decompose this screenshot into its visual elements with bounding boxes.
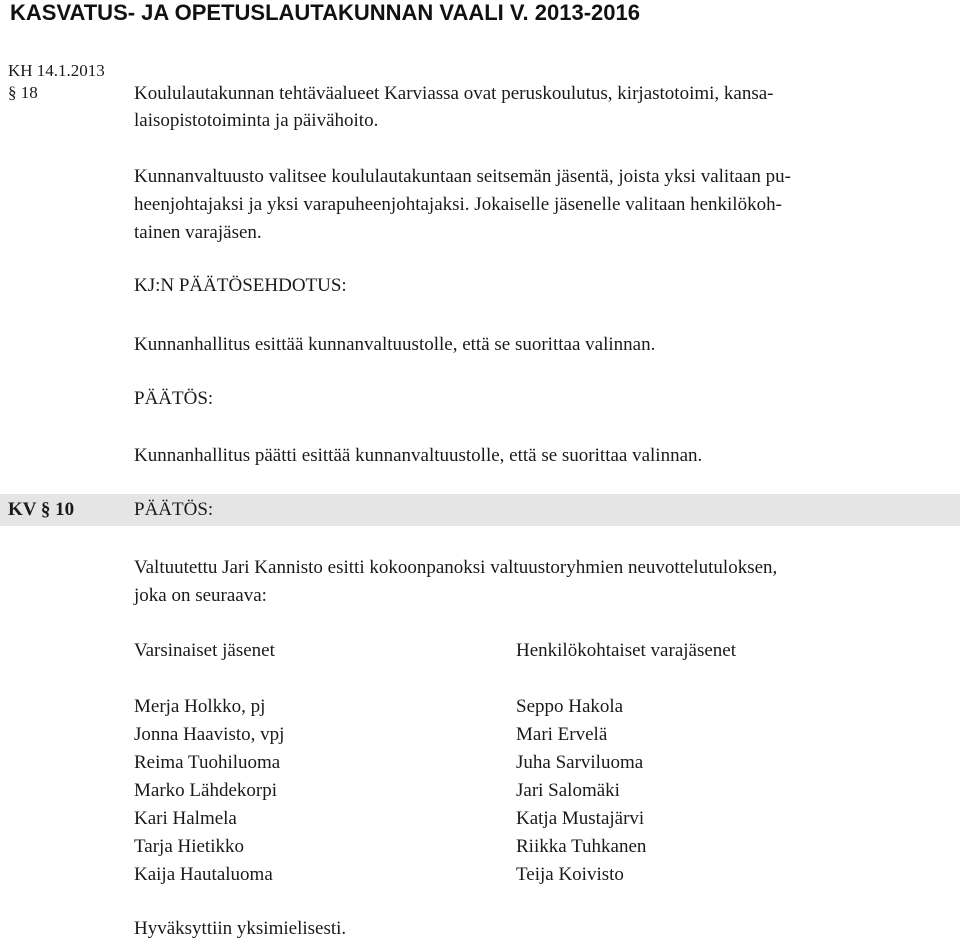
section-number: § 18 bbox=[8, 83, 38, 102]
member-regular: Reima Tuohiluoma bbox=[134, 752, 281, 773]
column-header-regular: Varsinaiset jäsenet bbox=[134, 640, 275, 661]
intro-line-2: laisopistotoiminta ja päivähoito. bbox=[134, 110, 379, 131]
approval-statement: Hyväksyttiin yksimielisesti. bbox=[134, 918, 347, 939]
column-header-deputy: Henkilökohtaiset varajäsenet bbox=[516, 640, 737, 661]
decision-text: Kunnanhallitus päätti esittää kunnanvaltuustolle, että se suorittaa valinnan. bbox=[134, 445, 703, 466]
member-deputy: Teija Koivisto bbox=[516, 864, 624, 885]
page-title: KASVATUS- JA OPETUSLAUTAKUNNAN VAALI V. 2013-2016 bbox=[10, 0, 640, 25]
decision-heading: PÄÄTÖS: bbox=[134, 388, 214, 409]
proposal-heading: KJ:N PÄÄTÖSEHDOTUS: bbox=[134, 275, 347, 296]
kv-decision-heading: PÄÄTÖS: bbox=[134, 499, 214, 520]
meeting-date: KH 14.1.2013 bbox=[8, 61, 105, 80]
kv-text-line-2: joka on seuraava: bbox=[134, 585, 267, 606]
member-regular: Marko Lähdekorpi bbox=[134, 780, 277, 801]
member-deputy: Seppo Hakola bbox=[516, 696, 624, 717]
proposal-text: Kunnanhallitus esittää kunnanvaltuustolle, että se suorittaa valinnan. bbox=[134, 334, 656, 355]
member-regular: Kaija Hautaluoma bbox=[134, 864, 273, 885]
member-deputy: Katja Mustajärvi bbox=[516, 808, 645, 829]
intro-line-1: Koululautakunnan tehtäväalueet Karviassa ovat peruskoulutus, kirjastotoimi, kansa- bbox=[134, 83, 774, 104]
member-regular: Merja Holkko, pj bbox=[134, 696, 266, 717]
member-regular: Jonna Haavisto, vpj bbox=[134, 724, 285, 745]
member-regular: Tarja Hietikko bbox=[134, 836, 244, 857]
member-deputy: Riikka Tuhkanen bbox=[516, 836, 647, 857]
kv-text-line-1: Valtuutettu Jari Kannisto esitti kokoonpanoksi valtuustoryhmien neuvottelutuloksen, bbox=[134, 557, 778, 578]
member-regular: Kari Halmela bbox=[134, 808, 237, 829]
kv-section-number: KV § 10 bbox=[8, 499, 75, 520]
member-deputy: Juha Sarviluoma bbox=[516, 752, 644, 773]
paragraph2-line-2: heenjohtajaksi ja yksi varapuheenjohtajaksi. Jokaiselle jäsenelle valitaan henkilökoh- bbox=[134, 194, 782, 215]
paragraph2-line-3: tainen varajäsen. bbox=[134, 222, 262, 243]
member-deputy: Jari Salomäki bbox=[516, 780, 620, 801]
member-deputy: Mari Ervelä bbox=[516, 724, 608, 745]
paragraph2-line-1: Kunnanvaltuusto valitsee koululautakuntaan seitsemän jäsentä, joista yksi valitaan pu- bbox=[134, 166, 791, 187]
